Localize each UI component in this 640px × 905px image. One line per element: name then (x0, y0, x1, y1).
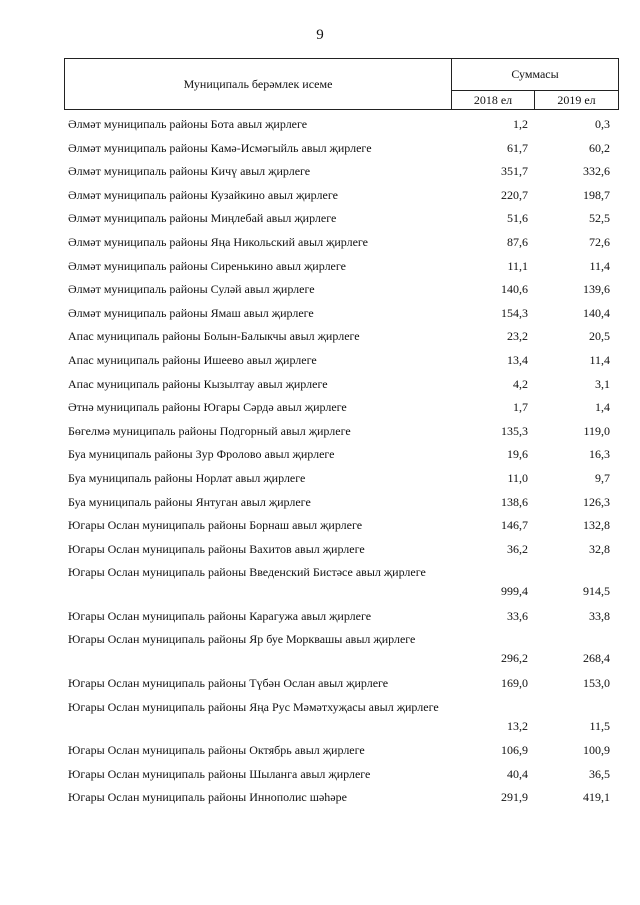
table-row (68, 513, 616, 537)
value-2018: 4,2 (513, 376, 528, 391)
table-row (68, 560, 616, 604)
value-2019: 11,5 (589, 718, 610, 733)
value-2018: 140,6 (501, 282, 528, 297)
value-2018: 1,2 (513, 117, 528, 131)
value-2018: 36,2 (507, 541, 528, 556)
municipality-name: Апас муниципаль районы Ишеево авыл җирлеге (68, 352, 317, 367)
value-2018: 40,4 (507, 766, 528, 781)
table-row (68, 277, 616, 301)
value-2018: 169,0 (501, 676, 528, 691)
value-2018: 13,2 (507, 718, 528, 733)
value-2019: 11,4 (589, 258, 610, 273)
value-2019: 198,7 (583, 187, 610, 202)
value-2018: 154,3 (501, 305, 528, 320)
municipality-name: Югары Ослан муниципаль районы Яр буе Морквашы авыл җирлеге (68, 632, 416, 647)
municipality-name: Югары Ослан муниципаль районы Шыланга авыл җирлеге (68, 766, 371, 781)
municipality-name: Әлмәт муниципаль районы Сиренькино авыл җирлеге (68, 258, 346, 273)
table-row (68, 324, 616, 348)
municipality-name: Әтнә муниципаль районы Югары Сәрдә авыл җирлеге (68, 400, 347, 415)
value-2018: 51,6 (507, 211, 528, 226)
value-2019: 332,6 (583, 164, 610, 179)
value-2018: 135,3 (501, 423, 528, 438)
value-2018: 13,4 (507, 352, 528, 367)
table-header (64, 58, 619, 110)
value-2019: 52,5 (589, 211, 610, 226)
municipality-name: Югары Ослан муниципаль районы Иннополис шәһәре (68, 790, 347, 805)
page-number: 9 (316, 27, 324, 43)
table-row (68, 604, 616, 628)
municipality-name: Буа муниципаль районы Зур Фролово авыл җирлеге (68, 447, 335, 462)
value-2018: 1,7 (513, 400, 528, 415)
municipality-name: Бөгелмә муниципаль районы Подгорный авыл җирлеге (68, 423, 351, 438)
value-2019: 1,4 (595, 400, 610, 415)
value-2018: 291,9 (501, 790, 528, 805)
value-2019: 153,0 (583, 676, 610, 691)
table-row (68, 372, 616, 396)
municipality-name: Буа муниципаль районы Норлат авыл җирлеге (68, 470, 306, 485)
municipality-name: Югары Ослан муниципаль районы Октябрь авыл җирлеге (68, 743, 365, 758)
table-row (68, 490, 616, 514)
value-2019: 60,2 (589, 140, 610, 155)
value-2019: 32,8 (589, 541, 610, 556)
municipality-name: Апас муниципаль районы Болын-Балыкчы авыл җирлеге (68, 329, 360, 344)
table-row (68, 301, 616, 325)
header-year-2019: 2019 ел (557, 92, 596, 107)
value-2018: 19,6 (507, 447, 528, 462)
municipality-name: Югары Ослан муниципаль районы Түбән Ослан авыл җирлеге (68, 676, 389, 691)
table-row (68, 627, 616, 671)
value-2019: 914,5 (583, 584, 610, 599)
value-2019: 20,5 (589, 329, 610, 344)
value-2019: 419,1 (583, 790, 610, 805)
table-row (68, 395, 616, 419)
table-row (68, 230, 616, 254)
value-2019: 3,1 (595, 376, 610, 391)
municipality-name: Апас муниципаль районы Кызылтау авыл җирлеге (68, 376, 328, 391)
value-2018: 23,2 (507, 329, 528, 344)
table-row (68, 671, 616, 695)
municipality-name: Әлмәт муниципаль районы Кузайкино авыл җирлеге (68, 187, 338, 202)
value-2019: 16,3 (589, 447, 610, 462)
value-2019: 0,3 (595, 117, 610, 131)
header-municipality-name: Муниципаль берәмлек исеме (65, 59, 452, 109)
value-2018: 138,6 (501, 494, 528, 509)
value-2018: 146,7 (501, 518, 528, 533)
municipality-name: Әлмәт муниципаль районы Ямаш авыл җирлеге (68, 305, 314, 320)
value-2019: 33,8 (589, 608, 610, 623)
value-2018: 87,6 (507, 234, 528, 249)
table-row (68, 738, 616, 762)
municipality-name: Әлмәт муниципаль районы Миңлебай авыл җирлеге (68, 211, 337, 226)
table-row (68, 419, 616, 443)
table-row (68, 442, 616, 466)
value-2018: 61,7 (507, 140, 528, 155)
municipality-name: Әлмәт муниципаль районы Камә-Исмәгыйль авыл җирлеге (68, 140, 372, 155)
header-year-2018: 2018 ел (452, 91, 535, 109)
header-sum: Суммасы (452, 59, 618, 91)
table-row (68, 537, 616, 561)
table-row (68, 159, 616, 183)
municipality-name: Әлмәт муниципаль районы Суләй авыл җирлеге (68, 282, 315, 297)
value-2019: 72,6 (589, 234, 610, 249)
municipality-name: Югары Ослан муниципаль районы Борнаш авыл җирлеге (68, 518, 363, 533)
value-2019: 139,6 (583, 282, 610, 297)
table-row (68, 136, 616, 160)
municipality-name: Әлмәт муниципаль районы Кичү авыл җирлеге (68, 164, 311, 179)
value-2018: 106,9 (501, 743, 528, 758)
value-2018: 11,0 (507, 470, 528, 485)
municipality-name: Буа муниципаль районы Янтуган авыл җирлеге (68, 494, 311, 509)
value-2019: 268,4 (583, 651, 610, 666)
table-row (68, 466, 616, 490)
value-2019: 126,3 (583, 494, 610, 509)
municipality-name: Югары Ослан муниципаль районы Яңа Рус Мәмәтхуҗасы авыл җирлеге (68, 699, 439, 714)
value-2019: 9,7 (595, 470, 610, 485)
value-2019: 140,4 (583, 305, 610, 320)
value-2019: 132,8 (583, 518, 610, 533)
table-row (68, 206, 616, 230)
table-row (68, 695, 616, 739)
value-2019: 11,4 (589, 352, 610, 367)
value-2018: 999,4 (501, 584, 528, 599)
municipality-name: Югары Ослан муниципаль районы Карагужа авыл җирлеге (68, 608, 372, 623)
table-row (68, 348, 616, 372)
table-row (68, 112, 616, 136)
value-2018: 351,7 (501, 164, 528, 179)
table-row (68, 785, 616, 809)
municipality-name: Әлмәт муниципаль районы Бота авыл җирлеге (68, 117, 308, 131)
value-2019: 36,5 (589, 766, 610, 781)
value-2019: 119,0 (583, 423, 610, 438)
table-body (68, 112, 616, 809)
value-2018: 296,2 (501, 651, 528, 666)
value-2019: 100,9 (583, 743, 610, 758)
table-row (68, 254, 616, 278)
value-2018: 220,7 (501, 187, 528, 202)
value-2018: 11,1 (507, 258, 528, 273)
municipality-name: Югары Ослан муниципаль районы Вахитов авыл җирлеге (68, 541, 365, 556)
municipality-name: Әлмәт муниципаль районы Яңа Никольский авыл җирлеге (68, 234, 369, 249)
value-2018: 33,6 (507, 608, 528, 623)
municipality-name: Югары Ослан муниципаль районы Введенский Бистәсе авыл җирлеге (68, 565, 426, 580)
table-row (68, 183, 616, 207)
table-row (68, 762, 616, 786)
